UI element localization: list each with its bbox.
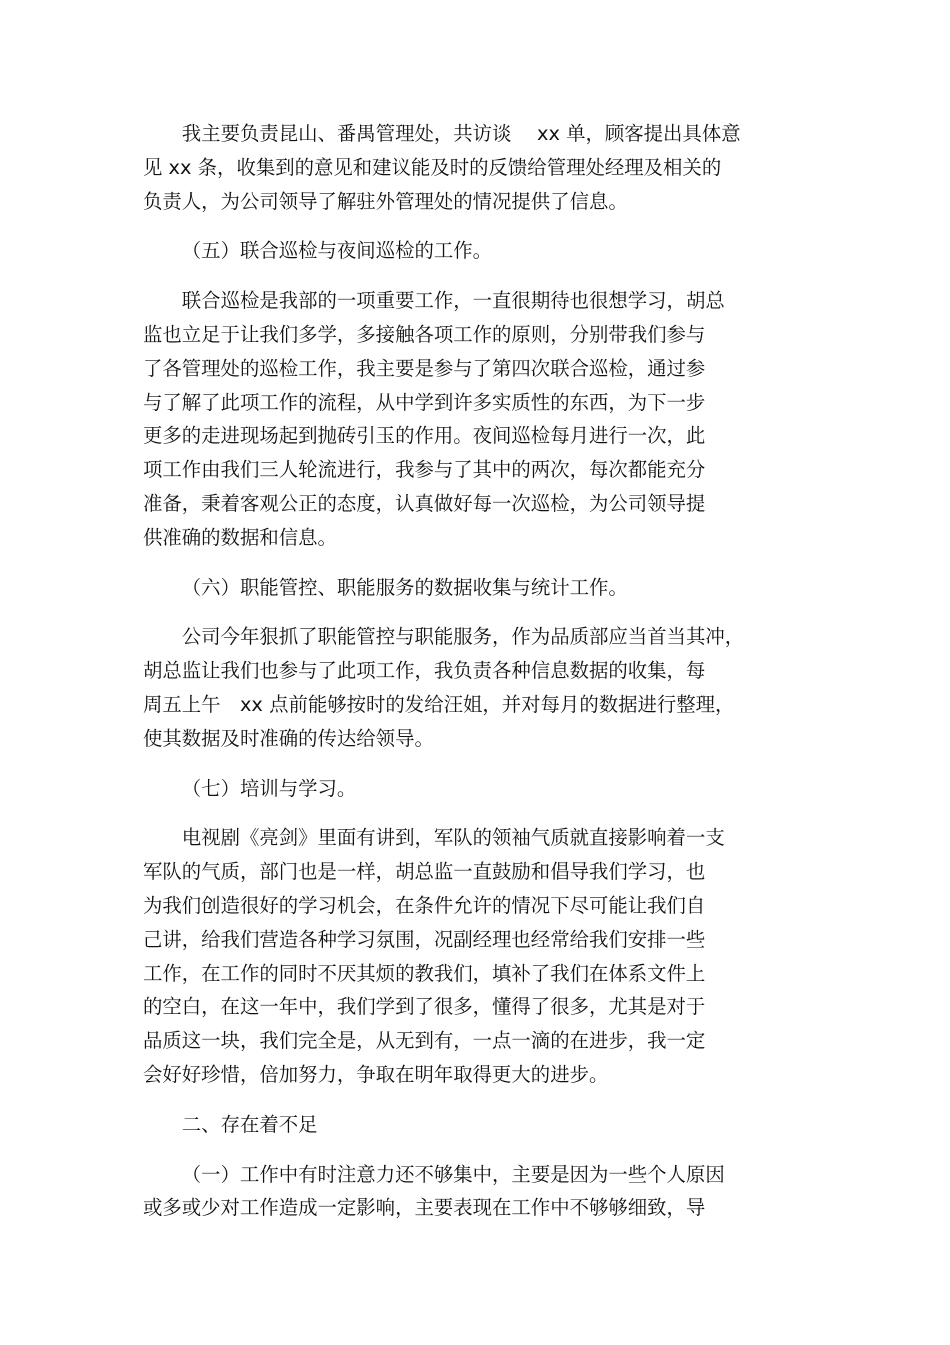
section-heading-data-collection: [143, 571, 783, 605]
text-line: 更多的走进现场起到抛砖引玉的作用。夜间巡检每月进行一次，此: [143, 424, 706, 448]
heading-text: （六）职能管控、职能服务的数据收集与统计工作。: [181, 575, 628, 599]
document-body: [143, 117, 783, 1225]
text-line: 准备，秉着客观公正的态度，认真做好每一次巡检，为公司领导提: [143, 491, 706, 515]
text-line: 电视剧《亮剑》里面有讲到，军队的领袖气质就直接影响着一支: [181, 826, 725, 850]
text-line: 联合巡检是我部的一项重要工作，一直很期待也很想学习，胡总: [181, 289, 725, 313]
text-line: 工作，在工作的同时不厌其烦的教我们，填补了我们在体系文件上: [143, 961, 706, 985]
heading-text: （五）联合巡检与夜间巡检的工作。: [181, 239, 493, 263]
text-line: 周五上午 xx 点前能够按时的发给汪姐，并对每月的数据进行整理，: [143, 692, 735, 716]
paragraph-joint-inspection: [143, 284, 783, 554]
text-line: 与了解了此项工作的流程，从中学到许多实质性的东西，为下一步: [143, 390, 706, 414]
text-line: 我主要负责昆山、番禺管理处，共访谈 xx 单，顾客提出具体意: [181, 122, 741, 145]
text-line: 为我们创造很好的学习机会，在条件允许的情况下尽可能让我们自: [143, 893, 706, 917]
section-heading-training: [143, 772, 783, 806]
text-line: 胡总监让我们也参与了此项工作，我负责各种信息数据的收集，每: [143, 659, 706, 683]
text-line: 了各管理处的巡检工作，我主要是参与了第四次联合巡检，通过参: [143, 356, 706, 380]
text-line: 使其数据及时准确的传达给领导。: [143, 726, 434, 750]
paragraph-shortcoming-1: [143, 1158, 783, 1226]
text-line: 会好好珍惜，倍加努力，争取在明年取得更大的进步。: [143, 1062, 609, 1086]
text-line: 军队的气质，部门也是一样，胡总监一直鼓励和倡导我们学习，也: [143, 860, 706, 884]
text-line: 见 xx 条，收集到的意见和建议能及时的反馈给管理处经理及相关的: [143, 155, 722, 179]
text-line: （一）工作中有时注意力还不够集中，主要是因为一些个人原因: [181, 1162, 725, 1186]
section-heading-joint-inspection: [143, 234, 783, 268]
heading-text: 二、存在着不足: [181, 1112, 318, 1136]
paragraph-interview-summary: [143, 117, 783, 218]
text-line: 己讲，给我们营造各种学习氛围，况副经理也经常给我们安排一些: [143, 927, 706, 951]
text-line: 负责人，为公司领导了解驻外管理处的情况提供了信息。: [143, 189, 628, 213]
text-line: 品质这一块，我们完全是，从无到有，一点一滴的在进步，我一定: [143, 1029, 706, 1053]
text-line: 供准确的数据和信息。: [143, 525, 337, 549]
text-line: 或多或少对工作造成一定影响，主要表现在工作中不够够细致，导: [143, 1196, 706, 1220]
text-line: 项工作由我们三人轮流进行，我参与了其中的两次，每次都能充分: [143, 458, 706, 482]
section-heading-shortcomings: [143, 1108, 783, 1142]
text-line: 的空白，在这一年中，我们学到了很多，懂得了很多，尤其是对于: [143, 995, 706, 1019]
paragraph-training: [143, 821, 783, 1091]
text-line: 监也立足于让我们多学，多接触各项工作的原则，分别带我们参与: [143, 322, 706, 346]
paragraph-data-collection: [143, 620, 783, 755]
heading-text: （七）培训与学习。: [181, 776, 357, 800]
text-line: 公司今年狠抓了职能管控与职能服务，作为品质部应当首当其冲，: [181, 625, 745, 649]
